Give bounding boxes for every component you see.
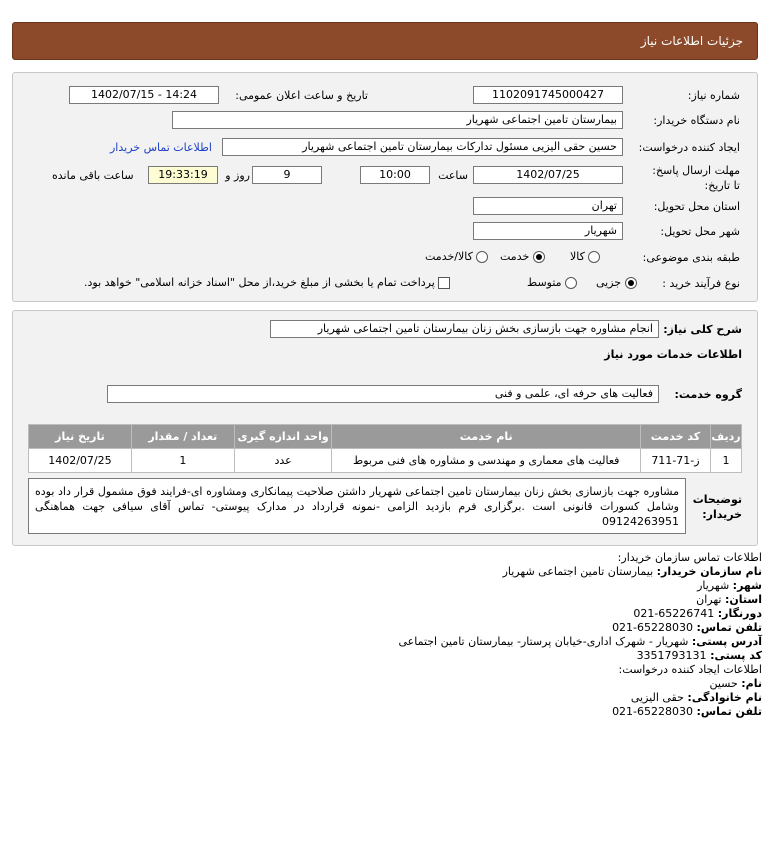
process-minor-text: جزیی xyxy=(596,276,622,289)
remaining-time-field: 19:33:19 xyxy=(148,166,218,184)
col-unit-header: واحد اندازه گیری xyxy=(234,425,332,449)
contact-fax-label: دورنگار: xyxy=(717,607,762,620)
radio-service[interactable] xyxy=(533,251,545,263)
category-service-option[interactable] xyxy=(500,250,545,263)
creator-phone xyxy=(612,705,762,719)
process-label: نوع فرآیند خرید : xyxy=(662,277,740,290)
category-goods-text: کالا xyxy=(570,250,585,263)
service-group-field: فعالیت های حرفه ای، علمی و فنی xyxy=(107,385,659,403)
contact-city xyxy=(697,579,762,593)
radio-minor[interactable] xyxy=(625,277,637,289)
payment-option[interactable] xyxy=(84,276,450,289)
need-number-label: شماره نیاز: xyxy=(687,89,740,102)
deadline-label: مهلت ارسال پاسخ: تا تاریخ: xyxy=(652,164,740,192)
contact-postal xyxy=(637,649,762,663)
process-medium-option[interactable] xyxy=(527,276,577,289)
remaining-label: ساعت باقی مانده xyxy=(52,169,134,182)
creator-phone-label: تلفن تماس: xyxy=(696,705,762,718)
creator-heading: اطلاعات ایجاد کننده درخواست: xyxy=(618,663,762,676)
contact-fax xyxy=(633,607,762,621)
page-header xyxy=(12,22,758,60)
category-label: طبقه بندی موضوعی: xyxy=(642,251,740,264)
contact-address xyxy=(399,635,763,649)
table-row xyxy=(29,449,742,473)
contact-city-value: شهریار xyxy=(697,579,730,592)
service-group-label: گروه خدمت: xyxy=(674,388,742,401)
creator-name xyxy=(709,677,762,691)
contact-org xyxy=(503,565,762,579)
deadline-time-label: ساعت xyxy=(438,169,468,182)
process-medium-text: متوسط xyxy=(527,276,562,289)
category-goods-option[interactable] xyxy=(570,250,600,263)
creator-family-value: حقی الیزیی xyxy=(630,691,684,704)
contact-address-value: شهریار - شهرک اداری-خیابان پرستار- بیمارستان تامین اجتماعی xyxy=(398,635,689,648)
creator-field: حسین حقی الیزیی مسئول تدارکات بیمارستان تامین اجتماعی شهریار xyxy=(222,138,623,156)
cell-unit: عدد xyxy=(234,449,332,473)
services-table xyxy=(28,424,742,473)
contact-fax-value: 021-65226741 xyxy=(633,607,715,620)
announce-field: 1402/07/15 - 14:24 xyxy=(69,86,219,104)
contact-phone xyxy=(612,621,762,635)
contact-province xyxy=(696,593,762,607)
contact-phone-value: 021-65228030 xyxy=(612,621,694,634)
contact-address-label: آدرس پستی: xyxy=(691,635,762,648)
need-number-field: 1102091745000427 xyxy=(473,86,623,104)
contact-province-label: استان: xyxy=(725,593,762,606)
page-title: جزئیات اطلاعات نیاز xyxy=(640,34,743,48)
creator-label: ایجاد کننده درخواست: xyxy=(638,141,740,154)
creator-family xyxy=(631,691,762,705)
cell-row: 1 xyxy=(710,449,741,473)
contact-phone-label: تلفن تماس: xyxy=(696,621,762,634)
category-both-option[interactable] xyxy=(425,250,488,263)
col-qty-header: تعداد / مقدار xyxy=(131,425,234,449)
col-row-header: ردیف xyxy=(710,425,741,449)
contact-heading: اطلاعات تماس سازمان خریدار: xyxy=(617,551,762,564)
summary-label: شرح کلی نیاز: xyxy=(663,323,742,336)
days-label: روز و xyxy=(225,169,250,182)
cell-code: ز-71-711 xyxy=(640,449,710,473)
buyer-notes-label: توضیحات خریدار: xyxy=(692,493,742,521)
province-field: تهران xyxy=(473,197,623,215)
services-heading: اطلاعات خدمات مورد نیاز xyxy=(604,348,742,361)
deadline-date-field: 1402/07/25 xyxy=(473,166,623,184)
summary-field: انجام مشاوره جهت بازسازی بخش زنان بیمارستان تامین اجتماعی شهریار xyxy=(270,320,659,338)
payment-checkbox[interactable] xyxy=(438,277,450,289)
creator-family-label: نام خانوادگی: xyxy=(687,691,762,704)
creator-phone-value: 021-65228030 xyxy=(612,705,694,718)
contact-postal-label: کد پستی: xyxy=(710,649,762,662)
radio-goods-service[interactable] xyxy=(476,251,488,263)
buyer-notes-field: مشاوره جهت بازسازی بخش زنان بیمارستان تامین اجتماعی شهریار داشتن صلاحیت پیمانکاری ومشاوره ای-فرایند فوق مشمول قرار داد بوده وشامل کسورات قانونی است .برگزاری فرم بازدید الزامی -نمونه قرارداد در مدارک پیوستی- تماس آقای سیافی جهت هماهنگی 09124263951 xyxy=(28,478,686,534)
contact-province-value: تهران xyxy=(696,593,722,606)
radio-goods[interactable] xyxy=(588,251,600,263)
contact-postal-value: 3351793131 xyxy=(636,649,707,662)
announce-label: تاریخ و ساعت اعلان عمومی: xyxy=(235,89,368,102)
table-header-row xyxy=(29,425,742,449)
col-code-header: کد خدمت xyxy=(640,425,710,449)
province-label: استان محل تحویل: xyxy=(653,200,740,213)
col-name-header: نام خدمت xyxy=(332,425,641,449)
col-date-header: تاریخ نیاز xyxy=(29,425,132,449)
buyer-field: بیمارستان تامین اجتماعی شهریار xyxy=(172,111,623,129)
creator-name-label: نام: xyxy=(741,677,762,690)
contact-org-value: بیمارستان تامین اجتماعی شهریار xyxy=(502,565,654,578)
category-both-text: کالا/خدمت xyxy=(425,250,473,263)
deadline-time-field: 10:00 xyxy=(360,166,430,184)
days-field: 9 xyxy=(252,166,322,184)
creator-name-value: حسین xyxy=(709,677,738,690)
city-field: شهریار xyxy=(473,222,623,240)
payment-note: پرداخت تمام یا بخشی از مبلغ خرید،از محل "اسناد خزانه اسلامی" خواهد بود. xyxy=(84,276,435,289)
cell-qty: 1 xyxy=(131,449,234,473)
process-minor-option[interactable] xyxy=(596,276,637,289)
buyer-contact-link[interactable]: اطلاعات تماس خریدار xyxy=(110,141,212,154)
contact-city-label: شهر: xyxy=(732,579,762,592)
category-service-text: خدمت xyxy=(500,250,530,263)
radio-medium[interactable] xyxy=(565,277,577,289)
buyer-label: نام دستگاه خریدار: xyxy=(653,114,740,127)
city-label: شهر محل تحویل: xyxy=(660,225,740,238)
cell-name: فعالیت های معماری و مهندسی و مشاوره های فنی مربوط xyxy=(332,449,641,473)
contact-org-label: نام سازمان خریدار: xyxy=(656,565,762,578)
cell-date: 1402/07/25 xyxy=(29,449,132,473)
